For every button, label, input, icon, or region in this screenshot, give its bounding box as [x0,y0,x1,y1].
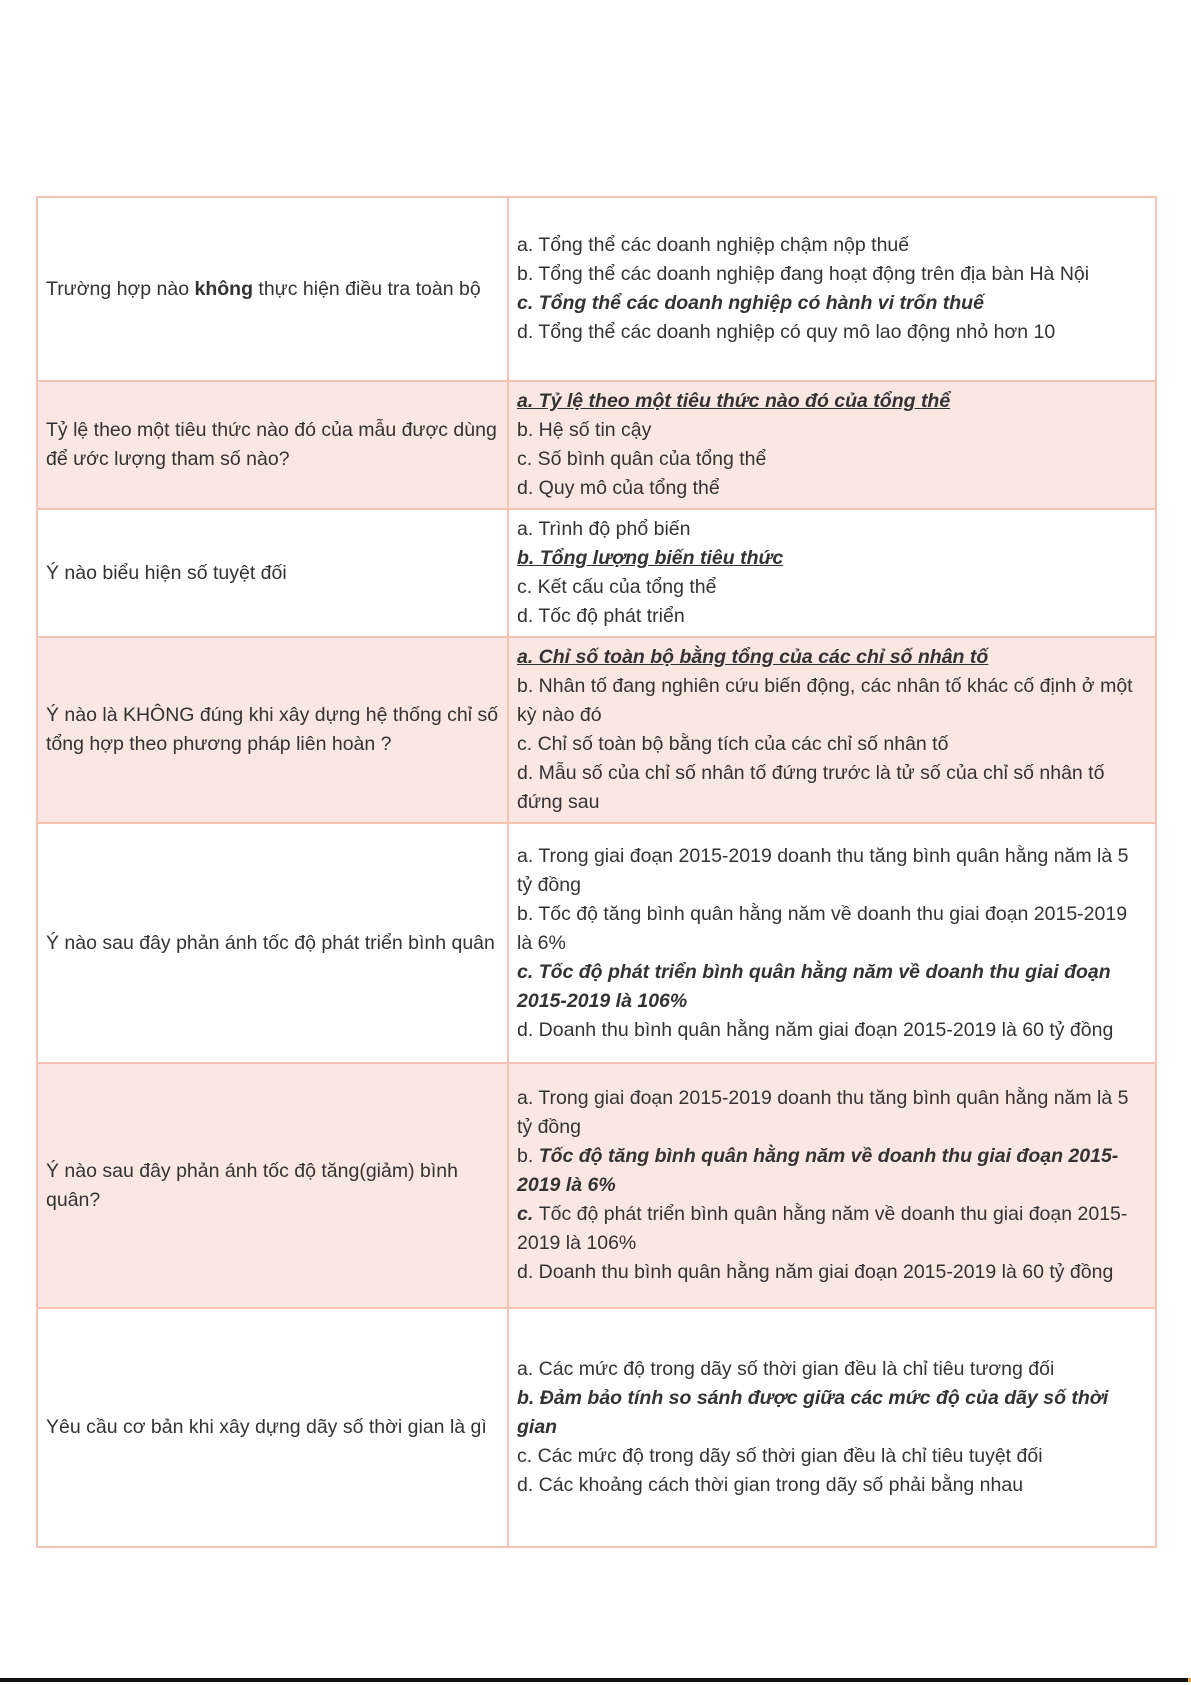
text-segment: c. Số bình quân của tổng thể [517,448,767,470]
text-segment: b. Hệ số tin cậy [517,419,652,441]
question-cell [37,1308,508,1547]
text-segment: Ý nào là KHÔNG đúng khi xây dựng hệ thống chỉ số tổng hợp theo phương pháp liên hoàn ? [46,704,499,755]
answer-option [517,730,1147,759]
text-segment: c. Tốc độ phát triển bình quân hằng năm về doanh thu giai đoạn 2015-2019 là 106% [517,960,1111,1012]
quiz-table-grid [36,196,1157,1548]
text-segment: Yêu cầu cơ bản khi xây dựng dãy số thời gian là gì [46,1416,487,1438]
text-segment: d. Doanh thu bình quân hằng năm giai đoạn 2015-2019 là 60 tỷ đồng [517,1261,1114,1283]
answers-cell [508,823,1156,1063]
question-cell [37,823,508,1063]
answer-option [517,260,1147,289]
text-segment: Tốc độ phát triển bình quân hằng năm về doanh thu giai đoạn 2015-2019 là 106% [517,1203,1128,1254]
answer-option [517,643,1147,672]
text-segment: c. Chỉ số toàn bộ bằng tích của các chỉ số nhân tố [517,733,949,755]
text-segment: Ý nào sau đây phản ánh tốc độ phát triển bình quân [46,931,495,954]
answer-option [517,318,1147,347]
text-segment: a. Tổng thể các doanh nghiệp chậm nộp thuế [517,234,910,256]
answers-cell [508,381,1156,509]
text-segment: Ý nào sau đây phản ánh tốc độ tăng(giảm) bình quân? [46,1159,458,1211]
text-segment: b. Tổng lượng biến tiêu thức [517,547,784,569]
table-row [37,823,1156,1063]
answer-option [517,759,1147,817]
text-segment: a. Trong giai đoạn 2015-2019 doanh thu tăng bình quân hằng năm là 5 tỷ đồng [517,844,1129,896]
quiz-table [36,196,1157,1548]
question-text [46,559,499,588]
page-bottom-divider [0,1678,1188,1682]
quiz-table-body [37,197,1156,1547]
answer-option [517,1016,1147,1045]
answers-cell [508,1063,1156,1308]
text-segment: d. Các khoảng cách thời gian trong dãy số phải bằng nhau [517,1474,1024,1496]
text-segment: d. Mẫu số của chỉ số nhân tố đứng trước là tử số của chỉ số nhân tố đứng sau [517,762,1105,813]
text-segment: c. [517,1203,539,1225]
text-segment: b. Tốc độ tăng bình quân hằng năm về doanh thu giai đoạn 2015-2019 là 6% [517,902,1128,954]
text-segment: c. Kết cấu của tổng thể [517,576,717,598]
table-row [37,1063,1156,1308]
text-segment: Trường hợp nào [46,277,195,300]
table-row [37,1308,1156,1547]
answers-cell [508,509,1156,637]
answer-option [517,1471,1147,1500]
answer-option [517,1084,1147,1142]
text-segment: a. Chỉ số toàn bộ bằng tổng của các chỉ số nhân tố [517,646,989,668]
text-segment: b. Đảm bảo tính so sánh được giữa các mức độ của dãy số thời gian [517,1387,1109,1438]
text-segment: b. Nhân tố đang nghiên cứu biến động, các nhân tố khác cố định ở một kỳ nào đó [517,675,1133,726]
answers-cell [508,1308,1156,1547]
answer-option [517,602,1147,631]
question-text [46,1413,499,1442]
answer-option [517,958,1147,1016]
table-row [37,509,1156,637]
question-text [46,275,499,304]
answer-option [517,842,1147,900]
answer-option [517,387,1147,416]
answer-option [517,515,1147,544]
question-cell [37,1063,508,1308]
text-segment: a. Các mức độ trong dãy số thời gian đều là chỉ tiêu tương đối [517,1358,1055,1380]
text-segment: b. [517,1145,539,1167]
answer-option [517,416,1147,445]
question-cell [37,381,508,509]
text-segment: c. Tổng thể các doanh nghiệp có hành vi trốn thuế [517,292,984,314]
table-row [37,197,1156,381]
text-segment: không [194,277,253,300]
answer-option [517,1142,1147,1200]
answer-option [517,1200,1147,1258]
table-row [37,637,1156,823]
question-text [46,416,499,474]
text-segment: Tốc độ tăng bình quân hằng năm về doanh thu giai đoạn 2015-2019 là 6% [517,1145,1119,1196]
answers-cell [508,637,1156,823]
answer-option [517,231,1147,260]
text-segment: d. Doanh thu bình quân hằng năm giai đoạn 2015-2019 là 60 tỷ đồng [517,1018,1114,1041]
answer-option [517,1442,1147,1471]
answer-option [517,445,1147,474]
answer-option [517,474,1147,503]
answer-option [517,544,1147,573]
answer-option [517,573,1147,602]
text-segment: c. Các mức độ trong dãy số thời gian đều là chỉ tiêu tuyệt đối [517,1445,1043,1467]
text-segment: a. Tỷ lệ theo một tiêu thức nào đó của tổng thể [517,390,951,412]
text-segment: Tỷ lệ theo một tiêu thức nào đó của mẫu được dùng để ước lượng tham số nào? [46,419,497,470]
question-cell [37,637,508,823]
answer-option [517,1384,1147,1442]
text-segment: a. Trong giai đoạn 2015-2019 doanh thu tăng bình quân hằng năm là 5 tỷ đồng [517,1087,1129,1138]
table-row [37,381,1156,509]
text-segment: d. Tốc độ phát triển [517,605,685,627]
answer-option [517,289,1147,318]
question-text [46,1157,499,1215]
answer-option [517,900,1147,958]
question-text [46,929,499,958]
text-segment: a. Trình độ phổ biến [517,518,691,540]
text-segment: d. Quy mô của tổng thể [517,477,720,499]
answer-option [517,1258,1147,1287]
text-segment: Ý nào biểu hiện số tuyệt đối [46,561,287,584]
answer-option [517,1355,1147,1384]
question-cell [37,197,508,381]
question-text [46,701,499,759]
answers-cell [508,197,1156,381]
text-segment: thực hiện điều tra toàn bộ [252,277,481,300]
text-segment: b. Tổng thể các doanh nghiệp đang hoạt động trên địa bàn Hà Nội [517,263,1090,285]
text-segment: d. Tổng thể các doanh nghiệp có quy mô lao động nhỏ hơn 10 [517,321,1056,343]
answer-option [517,672,1147,730]
question-cell [37,509,508,637]
